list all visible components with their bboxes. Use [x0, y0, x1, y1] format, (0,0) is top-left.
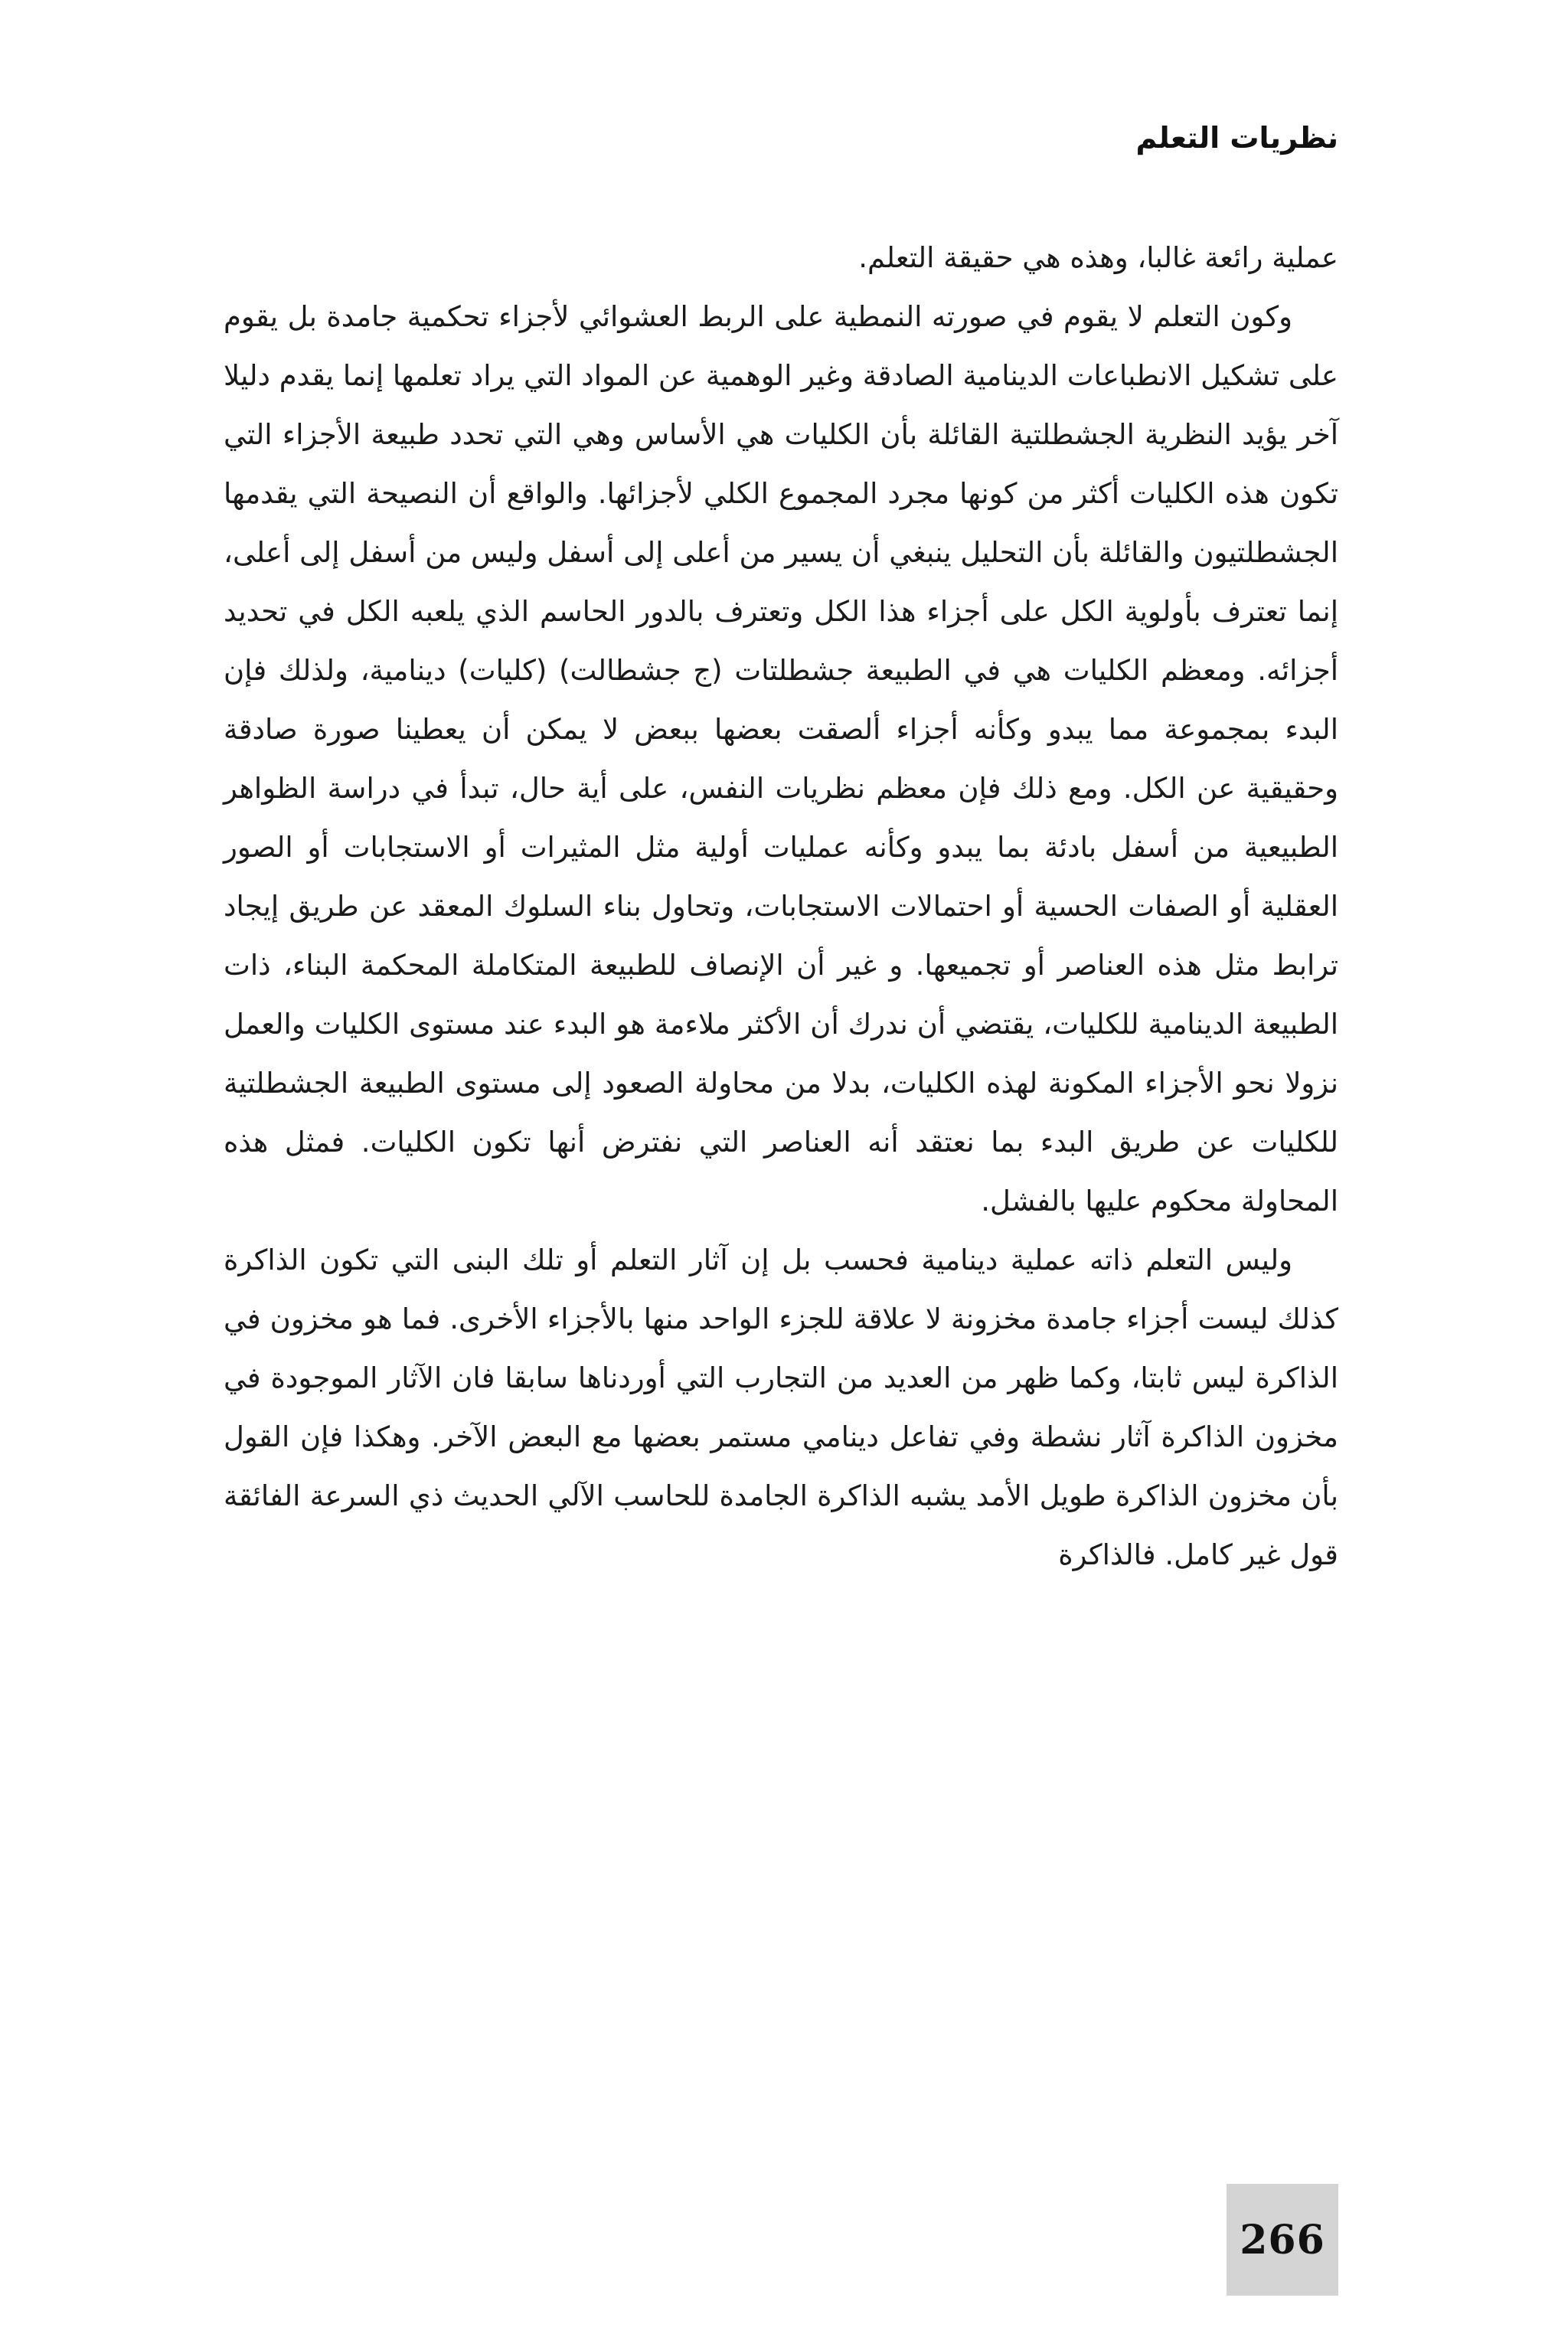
paragraph-memory-traces: وليس التعلم ذاته عملية دينامية فحسب بل إن آثار التعلم أو تلك البنى التي تكون الذاكرة كذلك ليست أجزاء جامدة مخزونة لا علاقة للجزء الواحد منها بالأجزاء الأخرى. فما هو مخزون في الذاكرة ليس ثابتا، وكما ظهر من العديد من التجارب التي أوردناها سابقا فان الآثار الموجودة في مخزون الذاكرة آثار نشطة وفي تفاعل دينامي مستمر بعضها مع البعض الآخر. وهكذا فإن القول بأن مخزون الذاكرة طويل الأمد يشبه الذاكرة الجامدة للحاسب الآلي الحديث ذي السرعة الفائقة قول غير كامل. فالذاكرة: [224, 1244, 1338, 1571]
body-text: [224, 228, 1338, 1584]
running-header-title: نظريات التعلم: [1135, 121, 1338, 155]
paragraph-continuation: عملية رائعة غالبا، وهذه هي حقيقة التعلم.: [858, 241, 1338, 274]
page-number: 266: [1240, 2216, 1325, 2263]
paragraph-gestalt-wholes: وكون التعلم لا يقوم في صورته النمطية على الربط العشوائي لأجزاء تحكمية جامدة بل يقوم على تشكيل الانطباعات الدينامية الصادقة وغير الوهمية عن المواد التي يراد تعلمها إنما يقدم دليلا آخر يؤيد النظرية الجشطلتية القائلة بأن الكليات هي الأساس وهي التي تحدد طبيعة الأجزاء التي تكون هذه الكليات أكثر من كونها مجرد المجموع الكلي لأجزائها. والواقع أن النصيحة التي يقدمها الجشطلتيون والقائلة بأن التحليل ينبغي أن يسير من أعلى إلى أسفل وليس من أسفل إلى أعلى، إنما تعترف بأولوية الكل على أجزاء هذا الكل وتعترف بالدور الحاسم الذي يلعبه الكل في تحديد أجزائه. ومعظم الكليات هي في الطبيعة جشطلتات (ج جشطالت) (كليات) دينامية، ولذلك فإن البدء بمجموعة مما يبدو وكأنه أجزاء ألصقت بعضها ببعض لا يمكن أن يعطينا صورة صادقة وحقيقية عن الكل. ومع ذلك فإن معظم نظريات النفس، على أية حال، تبدأ في دراسة الظواهر الطبيعية من أسفل بادئة بما يبدو وكأنه عمليات أولية مثل المثيرات أو الاستجابات أو الصور العقلية أو الصفات الحسية أو احتمالات الاستجابات، وتحاول بناء السلوك المعقد عن طريق إيجاد ترابط مثل هذه العناصر أو تجميعها. و غير أن الإنصاف للطبيعة المتكاملة المحكمة البناء، ذات الطبيعة الدينامية للكليات، يقتضي أن ندرك أن الأكثر ملاءمة هو البدء عند مستوى الكليات والعمل نزولا نحو الأجزاء المكونة لهذه الكليات، بدلا من محاولة الصعود إلى مستوى الطبيعة الجشطلتية للكليات عن طريق البدء بما نعتقد أنه العناصر التي نفترض أنها تكون الكليات. فمثل هذه المحاولة محكوم عليها بالفشل.: [224, 300, 1338, 1217]
page-number-box: [1227, 2184, 1338, 2296]
